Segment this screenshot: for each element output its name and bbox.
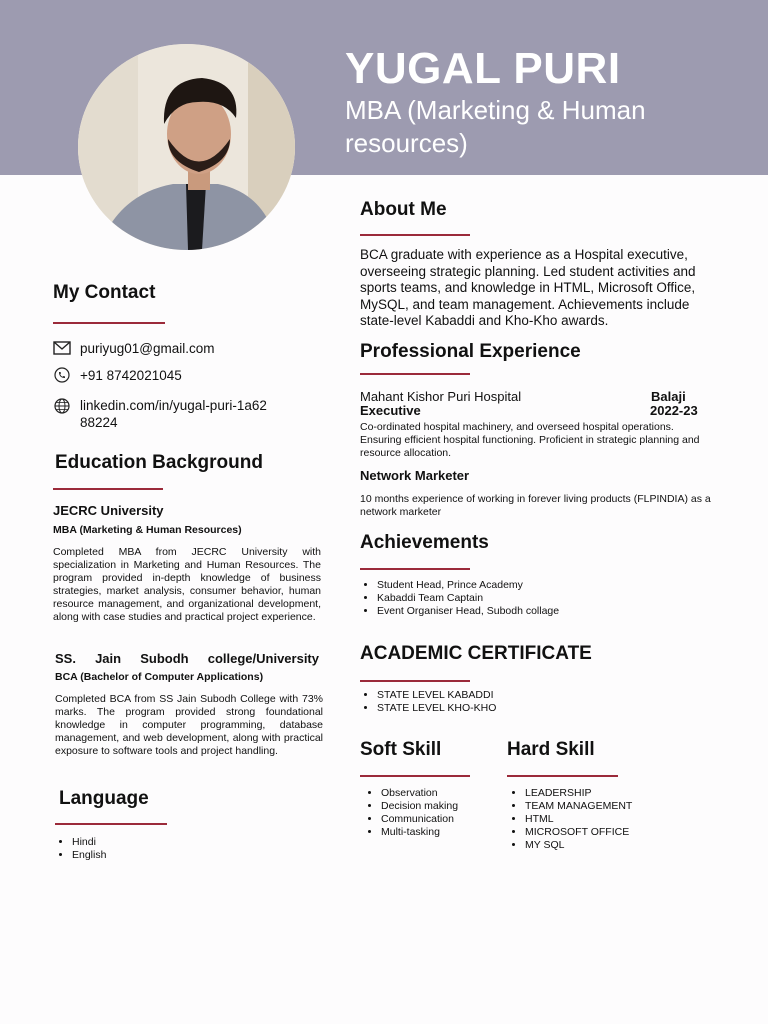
education-institution-1: JECRC University xyxy=(53,503,164,518)
list-item: • Hindi xyxy=(72,836,106,849)
list-item: • English xyxy=(72,849,106,862)
certificates-rule xyxy=(360,680,470,682)
job-role-2: Network Marketer xyxy=(360,468,470,483)
contact-rule xyxy=(53,322,165,324)
candidate-name: YUGAL PURI xyxy=(345,44,621,93)
list-item: • Event Organiser Head, Subodh collage xyxy=(377,605,559,618)
education-degree-1: MBA (Marketing & Human Resources) xyxy=(53,524,242,536)
contact-phone[interactable]: +91 8742021045 xyxy=(80,368,182,383)
list-item: • STATE LEVEL KHO-KHO xyxy=(377,702,496,715)
language-list xyxy=(54,836,106,862)
soft-skill-heading: Soft Skill xyxy=(360,739,442,760)
candidate-title: MBA (Marketing & Human resources) xyxy=(345,95,646,158)
language-heading: Language xyxy=(59,788,149,809)
education-heading: Education Background xyxy=(55,452,263,473)
job-description: Co-ordinated hospital machinery, and overseed hospital operations. Ensuring efficient hospital functioning. Proficient in strategic planning and resource allocation. xyxy=(360,421,700,459)
language-rule xyxy=(55,823,167,825)
soft-skill-rule xyxy=(360,775,470,777)
certificates-heading: ACADEMIC CERTIFICATE xyxy=(360,643,592,664)
profile-photo xyxy=(78,44,295,250)
job-role: Executive xyxy=(360,403,421,418)
soft-skill-list xyxy=(363,787,458,839)
education-rule xyxy=(53,488,163,490)
certificates-list xyxy=(359,689,496,715)
hard-skill-list xyxy=(507,787,632,852)
globe-icon xyxy=(53,398,71,419)
experience-rule xyxy=(360,373,470,375)
achievements-heading: Achievements xyxy=(360,532,489,553)
list-item: • MICROSOFT OFFICE xyxy=(525,826,632,839)
mail-icon xyxy=(53,340,71,361)
list-item: • Observation xyxy=(381,787,458,800)
contact-heading: My Contact xyxy=(53,282,156,303)
experience-heading: Professional Experience xyxy=(360,341,581,362)
about-heading: About Me xyxy=(360,199,447,220)
job-company: Mahant Kishor Puri Hospital xyxy=(360,389,522,404)
list-item: • STATE LEVEL KABADDI xyxy=(377,689,496,702)
list-item: • TEAM MANAGEMENT xyxy=(525,800,632,813)
phone-icon xyxy=(53,367,71,388)
education-degree-2: BCA (Bachelor of Computer Applications) xyxy=(55,671,264,683)
achievements-list xyxy=(359,579,559,618)
about-rule xyxy=(360,234,470,236)
list-item: • Student Head, Prince Academy xyxy=(377,579,559,592)
list-item: • Decision making xyxy=(381,800,458,813)
education-institution-2: SS. Jain Subodh college/University xyxy=(55,651,319,666)
education-description-2: Completed BCA from SS Jain Subodh College with 73% marks. The program provided strong foundational knowledge in computer programming, database management, and web development, along with practical exposure to software tools and project handling. xyxy=(55,693,323,757)
contact-linkedin[interactable]: linkedin.com/in/yugal-puri-1a6288224 xyxy=(80,398,267,430)
list-item: • MY SQL xyxy=(525,839,632,852)
job-years: 2022-23 xyxy=(650,403,698,418)
list-item: • LEADERSHIP xyxy=(525,787,632,800)
contact-email[interactable]: puriyug01@gmail.com xyxy=(80,341,215,356)
job-location: Balaji xyxy=(651,389,686,404)
about-text: BCA graduate with experience as a Hospital executive, overseeing strategic planning. Led student activities and sports teams, and knowledge in HTML, Microsoft Office, MySQL, and team management. Achievements include state-level Kabaddi and Kho-Kho awards. xyxy=(360,247,696,328)
list-item: • Communication xyxy=(381,813,458,826)
list-item: • HTML xyxy=(525,813,632,826)
achievements-rule xyxy=(360,568,470,570)
list-item: • Multi-tasking xyxy=(381,826,458,839)
job-description-2: 10 months experience of working in forever living products (FLPINDIA) as a network marketer xyxy=(360,493,711,518)
list-item: • Kabaddi Team Captain xyxy=(377,592,559,605)
hard-skill-heading: Hard Skill xyxy=(507,739,595,760)
education-description-1: Completed MBA from JECRC University with specialization in Marketing and Human Resources. The program provided in-depth knowledge of business strategies, market analysis, consumer behavior, human resource management, and organizational development, along with case studies and practical project experience. xyxy=(53,546,321,623)
hard-skill-rule xyxy=(507,775,618,777)
